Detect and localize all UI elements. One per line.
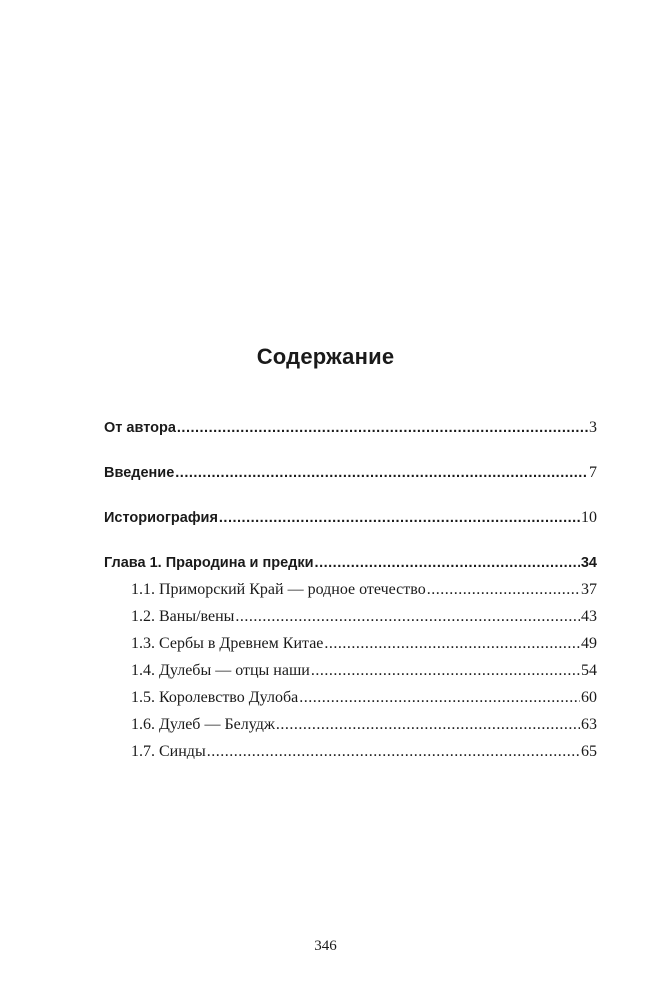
toc-subentry-label: 1.7. Синды [131, 743, 206, 760]
dot-leader [175, 463, 588, 483]
toc-subentry-page: 49 [581, 635, 597, 652]
dot-leader [276, 715, 580, 735]
dot-leader [315, 553, 580, 573]
toc-subentry-1-3 [104, 634, 597, 654]
toc-subentry-1-5 [104, 688, 597, 708]
toc-subentry-page: 60 [581, 689, 597, 706]
dot-leader [311, 661, 580, 681]
toc-subentry-page: 43 [581, 608, 597, 625]
toc-entry-label: Историография [104, 510, 218, 526]
dot-leader [427, 580, 580, 600]
dot-leader [235, 607, 580, 627]
toc-entry-page: 34 [580, 555, 597, 571]
toc-entry-page: 3 [589, 419, 597, 436]
toc-entry-page: 7 [589, 464, 597, 481]
page-number: 346 [314, 938, 337, 954]
table-of-contents [104, 418, 597, 762]
dot-leader [219, 508, 580, 528]
toc-subentry-1-2 [104, 607, 597, 627]
dot-leader [177, 418, 588, 438]
toc-subentry-label: 1.4. Дулебы — отцы наши [131, 662, 310, 679]
dot-leader [324, 634, 580, 654]
toc-entry-historiography [104, 508, 597, 528]
toc-entry-label: Введение [104, 465, 175, 481]
toc-subentry-page: 37 [581, 581, 597, 598]
toc-subentry-1-7 [104, 742, 597, 762]
toc-subentry-label: 1.2. Ваны/вены [131, 608, 235, 625]
dot-leader [299, 688, 580, 708]
toc-entry-label: Глава 1. Прародина и предки [104, 555, 314, 571]
toc-subentry-1-6 [104, 715, 597, 735]
toc-entry-from-author [104, 418, 597, 438]
dot-leader [207, 742, 580, 762]
toc-subentry-1-4 [104, 661, 597, 681]
toc-subentry-label: 1.6. Дулеб — Белудж [131, 716, 275, 733]
toc-entry-chapter-1 [104, 553, 597, 573]
toc-subentry-1-1 [104, 580, 597, 600]
toc-subentry-label: 1.3. Сербы в Древнем Китае [131, 635, 324, 652]
toc-subentry-label: 1.1. Приморский Край — родное отечество [131, 581, 426, 598]
toc-entry-introduction [104, 463, 597, 483]
toc-subentry-label: 1.5. Королевство Дулоба [131, 689, 299, 706]
toc-title: Содержание [256, 344, 395, 369]
toc-subentry-page: 54 [581, 662, 597, 679]
toc-subentry-page: 63 [581, 716, 597, 733]
toc-entry-page: 10 [581, 509, 597, 526]
toc-entry-label: От автора [104, 420, 176, 436]
toc-subentry-page: 65 [581, 743, 597, 760]
